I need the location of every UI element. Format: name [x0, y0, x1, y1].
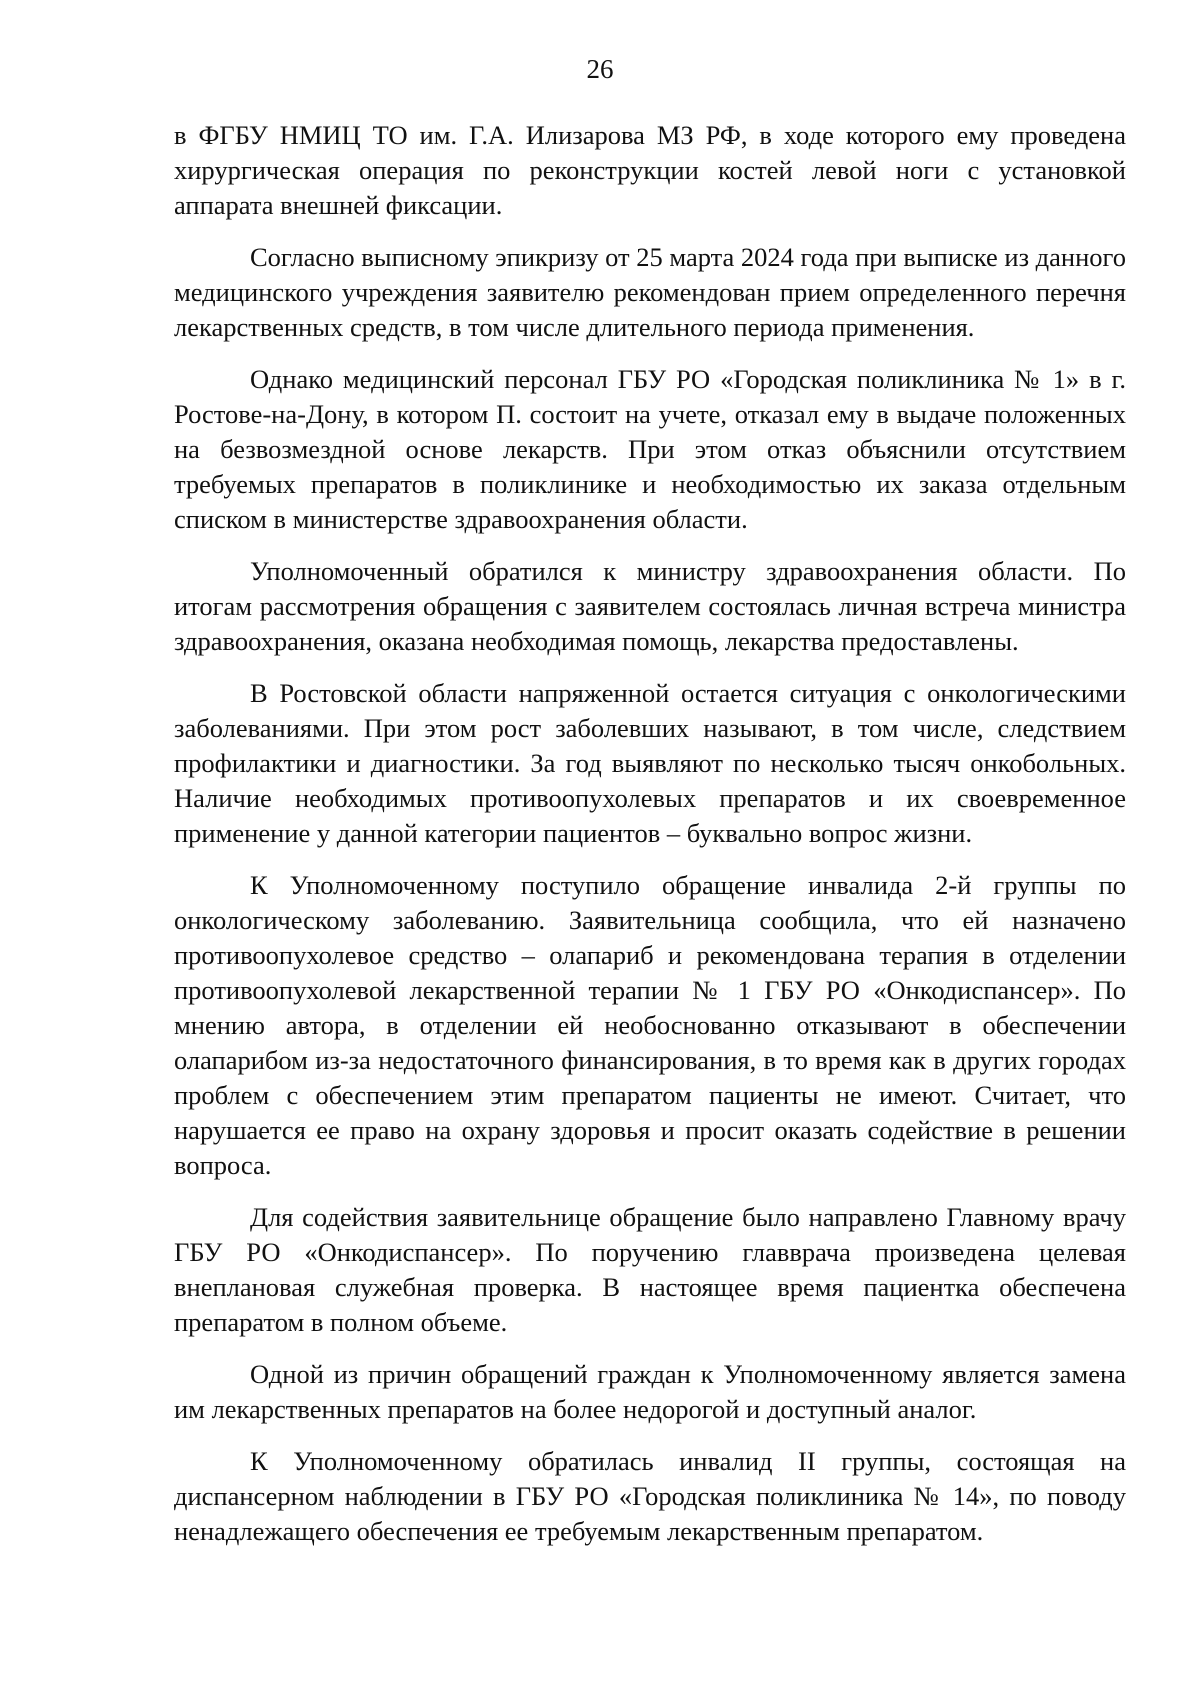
paragraph: В Ростовской области напряженной остается ситуация с онкологическими заболеваниями. При этом рост заболевших называют, в том числе, следствием профилактики и диагностики. За год выявляют по несколько тысяч онкобольных. Наличие необходимых противоопухолевых препаратов и их своевременное применение у данной категории пациентов – буквально вопрос жизни. — [174, 678, 1126, 848]
paragraph: в ФГБУ НМИЦ ТО им. Г.А. Илизарова МЗ РФ, в ходе которого ему проведена хирургическая операция по реконструкции костей левой ноги с установкой аппарата внешней фиксации. — [174, 120, 1126, 220]
paragraph: Уполномоченный обратился к министру здравоохранения области. По итогам рассмотрения обращения с заявителем состоялась личная встреча министра здравоохранения, оказана необходимая помощь, лекарства предоставлены. — [174, 556, 1126, 656]
paragraph: Для содействия заявительнице обращение было направлено Главному врачу ГБУ РО «Онкодиспансер». По поручению главврача произведена целевая внеплановая служебная проверка. В настоящее время пациентка обеспечена препаратом в полном объеме. — [174, 1202, 1126, 1337]
document-body — [174, 118, 1126, 1566]
page-number: 26 — [586, 54, 614, 84]
paragraph: Согласно выписному эпикризу от 25 марта 2024 года при выписке из данного медицинского учреждения заявителю рекомендован прием определенного перечня лекарственных средств, в том числе длительного периода применения. — [174, 242, 1126, 342]
paragraph: Одной из причин обращений граждан к Уполномоченному является замена им лекарственных препаратов на более недорогой и доступный аналог. — [174, 1359, 1126, 1424]
paragraph: К Уполномоченному поступило обращение инвалида 2-й группы по онкологическому заболеванию. Заявительница сообщила, что ей назначено противоопухолевое средство – олапариб и рекомендована терапия в отделении противоопухолевой лекарственной терапии № 1 ГБУ РО «Онкодиспансер». По мнению автора, в отделении ей необоснованно отказывают в обеспечении олапарибом из-за недостаточного финансирования, в то время как в других городах проблем с обеспечением этим препаратом пациенты не имеют. Считает, что нарушается ее право на охрану здоровья и просит оказать содействие в решении вопроса. — [174, 870, 1126, 1180]
paragraph: Однако медицинский персонал ГБУ РО «Городская поликлиника № 1» в г. Ростове-на-Дону, в котором П. состоит на учете, отказал ему в выдаче положенных на безвозмездной основе лекарств. При этом отказ объяснили отсутствием требуемых препаратов в поликлинике и необходимостью их заказа отдельным списком в министерстве здравоохранения области. — [174, 364, 1126, 534]
paragraph: К Уполномоченному обратилась инвалид II группы, состоящая на диспансерном наблюдении в ГБУ РО «Городская поликлиника № 14», по поводу ненадлежащего обеспечения ее требуемым лекарственным препаратом. — [174, 1446, 1126, 1546]
